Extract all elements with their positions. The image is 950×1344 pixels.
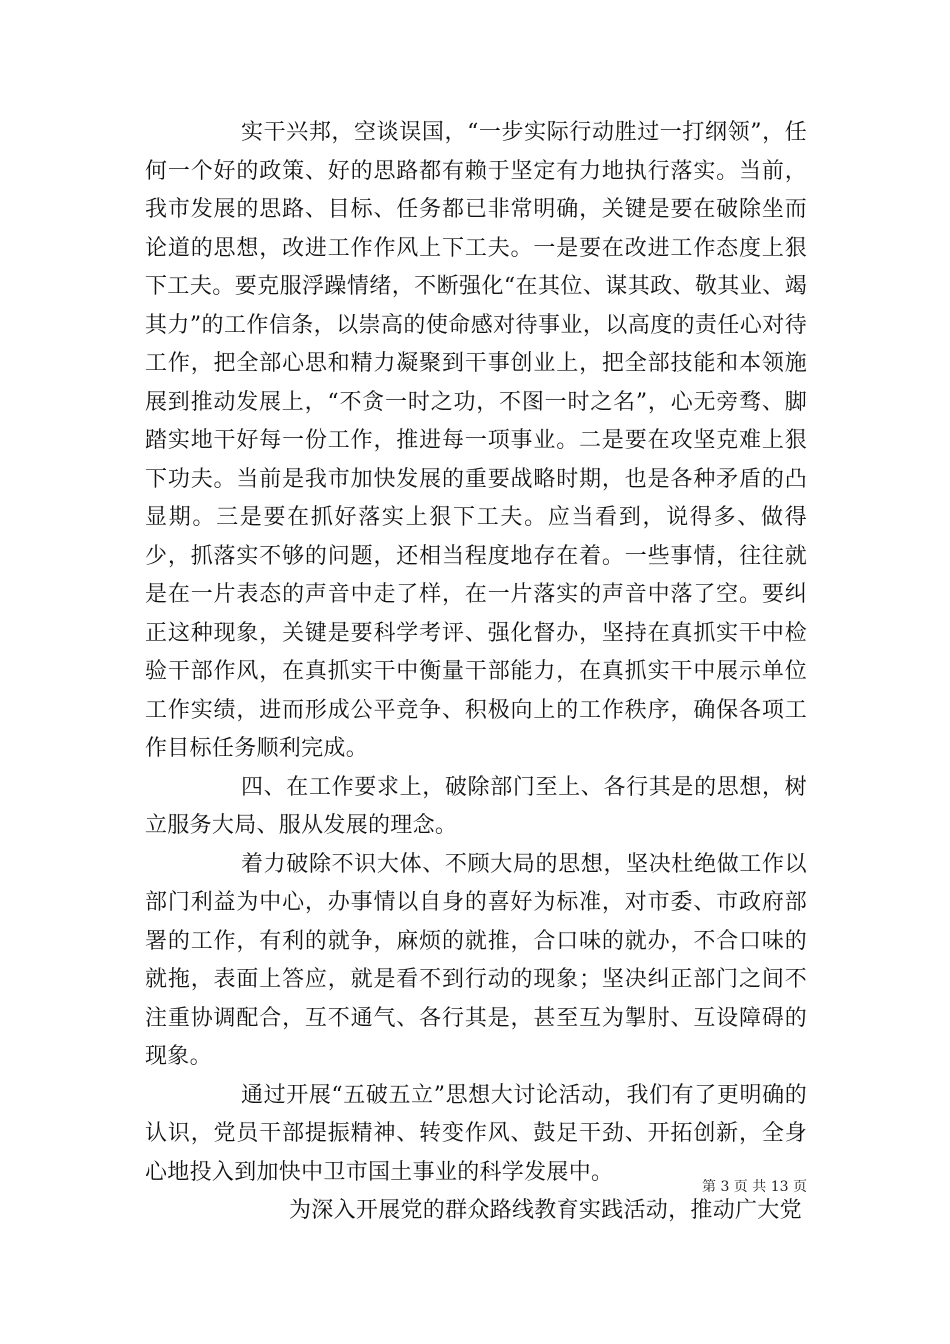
page-number-footer: 第 3 页 共 13 页: [702, 1179, 807, 1195]
paragraph-overall-situation: 着力破除不识大体、不顾大局的思想，坚决杜绝做工作以部门利益为中心，办事情以自身的喜好为标准，对市委、市政府部署的工作，有利的就争，麻烦的就推，合口味的就办，不合口味的就拖，表面上答应，就是看不到行动的现象；坚决纠正部门之间不注重协调配合，互不通气、各行其是，甚至互为掣肘、互设障碍的现象。: [145, 851, 807, 1069]
paragraph-discussion-activity: 通过开展“五破五立”思想大讨论活动，我们有了更明确的认识，党员干部提振精神、转变作风、鼓足干劲、开拓创新，全身心地投入到加快中卫市国土事业的科学发展中。: [145, 1082, 807, 1185]
paragraph-work-style: 实干兴邦，空谈误国，“一步实际行动胜过一打纲领”，任何一个好的政策、好的思路都有赖于坚定有力地执行落实。当前，我市发展的思路、目标、任务都已非常明确，关键是要在破除坐而论道的思想，改进工作作风上下工夫。一是要在改进工作态度上狠下工夫。要克服浮躁情绪，不断强化“在其位、谋其政、敬其业、竭其力”的工作信条，以崇高的使命感对待事业，以高度的责任心对待工作，把全部心思和精力凝聚到干事创业上，把全部技能和本领施展到推动发展上，“不贪一时之功，不图一时之名”，心无旁骛、脚踏实地干好每一份工作，推进每一项事业。二是要在攻坚克难上狠下功夫。当前是我市加快发展的重要战略时期，也是各种矛盾的凸显期。三是要在抓好落实上狠下工夫。应当看到，说得多、做得少，抓落实不够的问题，还相当程度地存在着。一些事情，往往就是在一片表态的声音中走了样，在一片落实的声音中落了空。要纠正这种现象，关键是要科学考评、强化督办，坚持在真抓实干中检验干部作风，在真抓实干中衡量干部能力，在真抓实干中展示单位工作实绩，进而形成公平竞争、积极向上的工作秩序，确保各项工作目标任务顺利完成。: [145, 120, 807, 761]
document-body: [145, 114, 807, 1231]
paragraph-mass-line: 为深入开展党的群众路线教育实践活动，推动广大党: [289, 1198, 802, 1223]
section-heading-four: 四、在工作要求上，破除部门至上、各行其是的思想，树立服务大局、服从发展的理念。: [145, 774, 807, 838]
